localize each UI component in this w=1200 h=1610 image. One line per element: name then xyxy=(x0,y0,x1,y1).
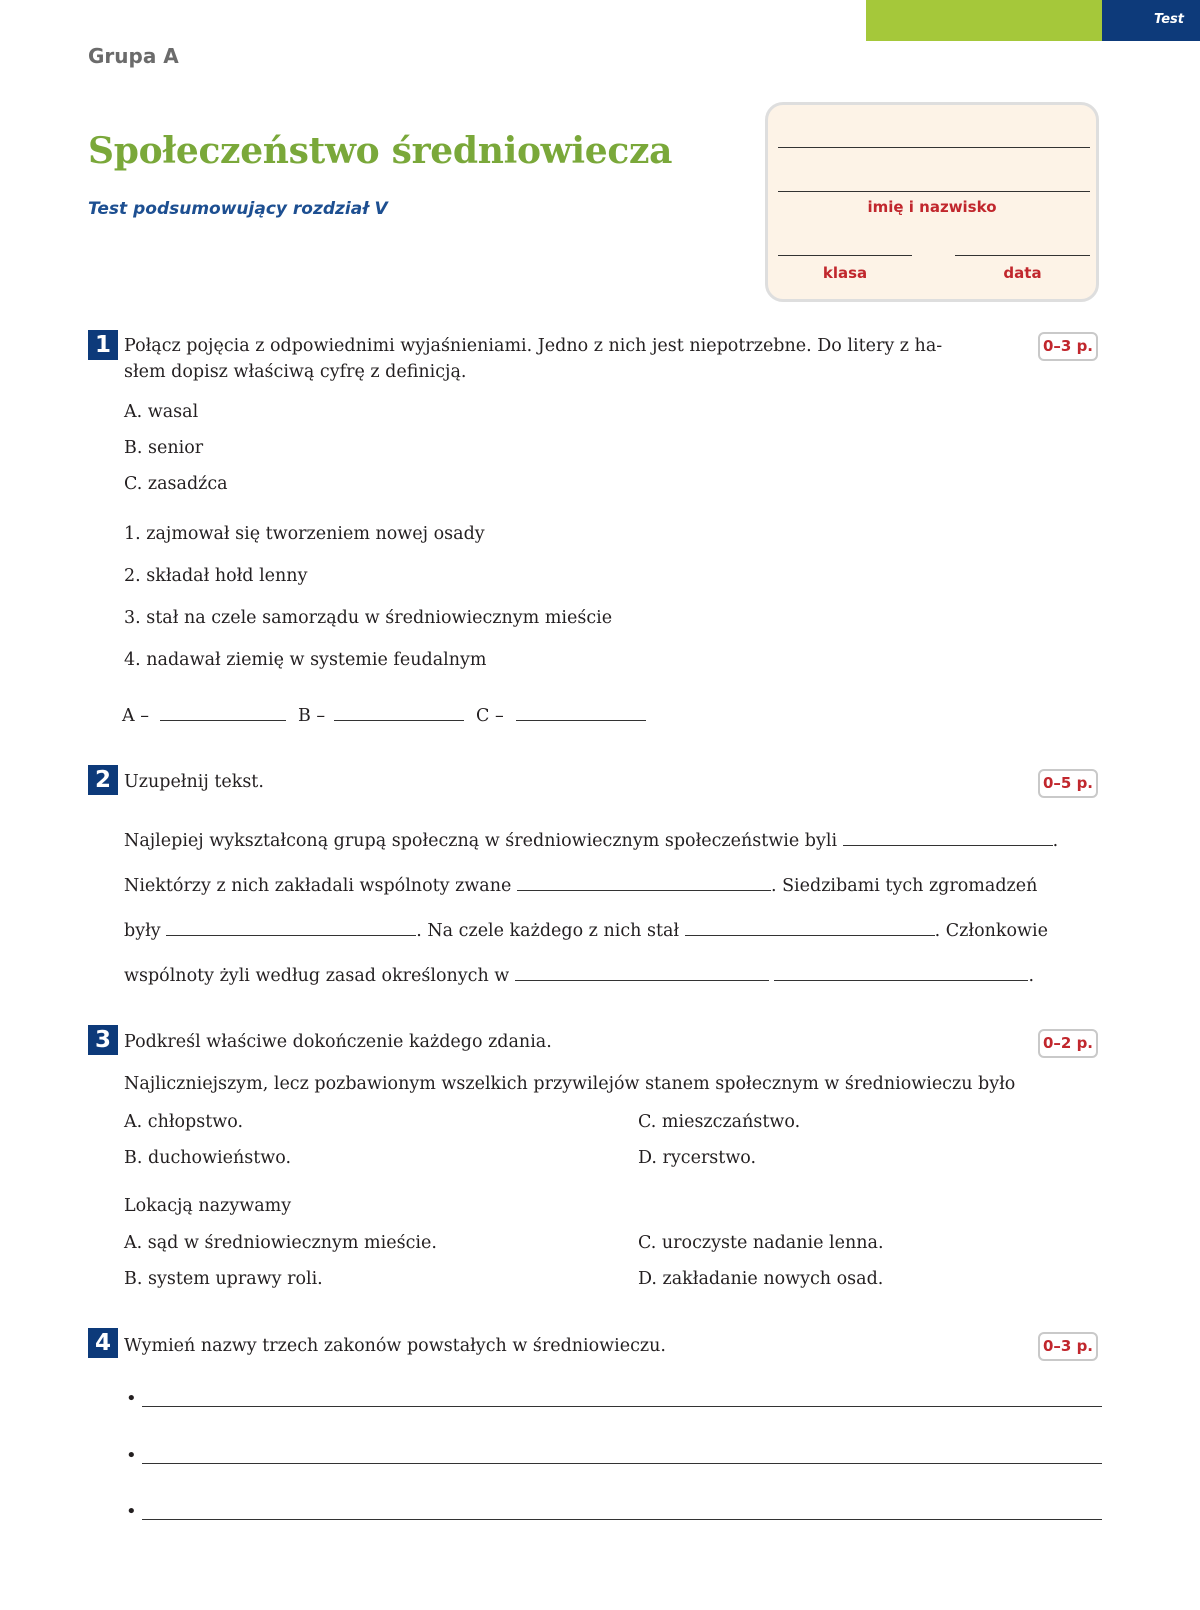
date-label: data xyxy=(1003,264,1042,282)
header-band-blue xyxy=(1102,0,1200,41)
task2-blank-4[interactable] xyxy=(685,919,935,936)
task1-term-c: C. zasadźca xyxy=(124,474,228,494)
name-line-2[interactable] xyxy=(778,191,1090,192)
task4-answer-line-1[interactable] xyxy=(142,1406,1102,1407)
date-line[interactable] xyxy=(955,255,1090,256)
task2-instruction: Uzupełnij tekst. xyxy=(124,772,264,792)
task3-q2-option-b[interactable]: B. system uprawy roli. xyxy=(124,1269,323,1289)
task1-number: 1 xyxy=(88,330,118,360)
task2-line4-end: . xyxy=(1028,966,1035,986)
task3-q2-option-a[interactable]: A. sąd w średniowiecznym mieście. xyxy=(124,1233,437,1253)
name-label: imię i nazwisko xyxy=(867,198,997,216)
task2-line3-text-b: . Na czele każdego z nich stał xyxy=(416,921,680,941)
page-title: Społeczeństwo średniowiecza xyxy=(88,130,673,172)
task2-line3-text-a: były xyxy=(124,921,161,941)
task3-q1-option-c[interactable]: C. mieszczaństwo. xyxy=(638,1112,801,1132)
task1-term-b: B. senior xyxy=(124,438,204,458)
task3-instruction: Podkreśl właściwe dokończenie każdego zdania. xyxy=(124,1032,552,1052)
task2-number: 2 xyxy=(88,765,118,795)
task1-answer-a-field[interactable] xyxy=(160,704,286,721)
task1-points: 0–3 p. xyxy=(1038,332,1098,361)
header-band-label: Test xyxy=(1154,12,1184,27)
task2-line4 xyxy=(124,964,1034,988)
task3-number: 3 xyxy=(88,1025,118,1055)
task4-bullet-1: • xyxy=(126,1388,137,1409)
task1-definition-3: 3. stał na czele samorządu w średniowiecznym mieście xyxy=(124,608,613,628)
task2-blank-3[interactable] xyxy=(166,919,416,936)
task1-answer-b-label: B – xyxy=(298,706,326,726)
task3-q1-option-a[interactable]: A. chłopstwo. xyxy=(124,1112,244,1132)
task1-answer-c-field[interactable] xyxy=(516,704,646,721)
task2-points: 0–5 p. xyxy=(1038,769,1098,798)
task4-bullet-3: • xyxy=(126,1501,137,1522)
task3-q2-option-c[interactable]: C. uroczyste nadanie lenna. xyxy=(638,1233,884,1253)
task4-answer-line-2[interactable] xyxy=(142,1463,1102,1464)
task2-blank-2[interactable] xyxy=(517,874,771,891)
task1-term-a: A. wasal xyxy=(124,402,199,422)
task2-line3-text-c: . Członkowie xyxy=(934,921,1048,941)
task1-definition-4: 4. nadawał ziemię w systemie feudalnym xyxy=(124,650,487,670)
task2-line2-text-a: Niektórzy z nich zakładali wspólnoty zwane xyxy=(124,876,512,896)
task1-instruction-line1: Połącz pojęcia z odpowiednimi wyjaśnieniami. Jedno z nich jest niepotrzebne. Do litery z ha- xyxy=(124,336,943,356)
page-subtitle: Test podsumowujący rozdział V xyxy=(88,199,388,219)
task4-instruction: Wymień nazwy trzech zakonów powstałych w średniowieczu. xyxy=(124,1336,666,1356)
task1-definition-2: 2. składał hołd lenny xyxy=(124,566,308,586)
task4-bullet-2: • xyxy=(126,1445,137,1466)
task2-blank-1[interactable] xyxy=(843,829,1053,846)
name-line-1[interactable] xyxy=(778,147,1090,148)
task2-line1-text: Najlepiej wykształconą grupą społeczną w średniowiecznym społeczeństwie byli xyxy=(124,831,838,851)
task1-definition-1: 1. zajmował się tworzeniem nowej osady xyxy=(124,524,485,544)
task4-answer-line-3[interactable] xyxy=(142,1519,1102,1520)
task3-q1-option-d[interactable]: D. rycerstwo. xyxy=(638,1148,757,1168)
task2-line2-text-b: . Siedzibami tych zgromadzeń xyxy=(770,876,1038,896)
task4-points: 0–3 p. xyxy=(1038,1332,1098,1361)
task3-q1-stem: Najliczniejszym, lecz pozbawionym wszelkich przywilejów stanem społecznym w średniowieczu było xyxy=(124,1074,1016,1094)
task4-number: 4 xyxy=(88,1328,118,1358)
task1-answer-c-label: C – xyxy=(476,706,504,726)
task3-points: 0–2 p. xyxy=(1038,1029,1098,1058)
header-band-green xyxy=(866,0,1102,41)
task3-q2-option-d[interactable]: D. zakładanie nowych osad. xyxy=(638,1269,884,1289)
task3-q2-stem: Lokacją nazywamy xyxy=(124,1196,292,1216)
student-info-box xyxy=(765,102,1099,302)
task2-blank-5b[interactable] xyxy=(774,964,1028,981)
task2-line2 xyxy=(124,874,1037,898)
task2-line1 xyxy=(124,829,1058,853)
group-label: Grupa A xyxy=(88,44,179,68)
task3-q1-option-b[interactable]: B. duchowieństwo. xyxy=(124,1148,292,1168)
class-line[interactable] xyxy=(778,255,912,256)
task2-line3 xyxy=(124,919,1048,943)
task1-answer-b-field[interactable] xyxy=(334,704,464,721)
task1-answer-a-label: A – xyxy=(122,706,149,726)
task2-line4-text: wspólnoty żyli według zasad określonych w xyxy=(124,966,510,986)
task2-line1-end: . xyxy=(1052,831,1059,851)
task1-instruction-line2: słem dopisz właściwą cyfrę z definicją. xyxy=(124,362,467,382)
task2-blank-5a[interactable] xyxy=(515,964,769,981)
class-label: klasa xyxy=(822,264,868,282)
